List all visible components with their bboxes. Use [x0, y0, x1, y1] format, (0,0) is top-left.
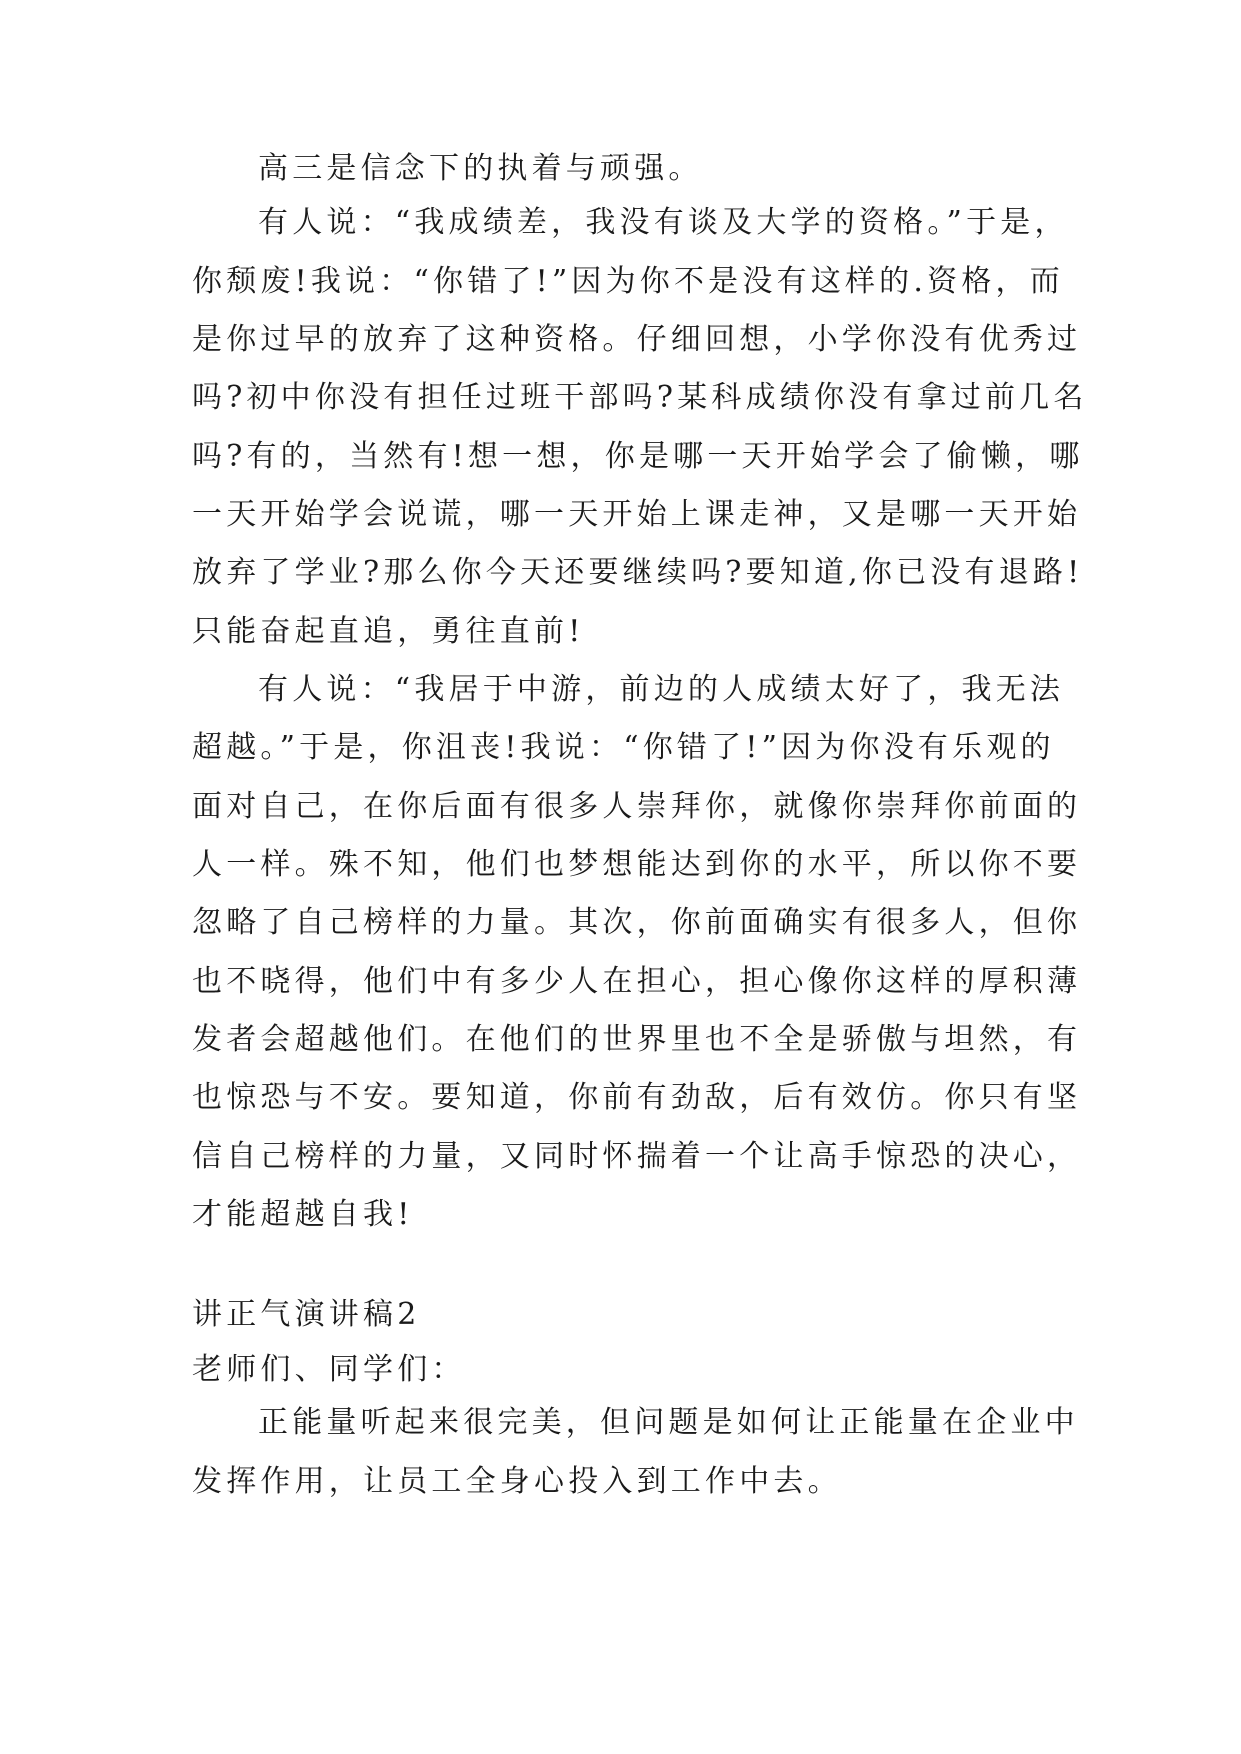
paragraph-line: 也惊恐与不安。要知道，你前有劲敌，后有效仿。你只有坚 — [192, 1080, 1082, 1115]
paragraph-line: 有人说：“我成绩差，我没有谈及大学的资格。”于是， — [258, 205, 1069, 240]
paragraph-line: 是你过早的放弃了这种资格。仔细回想，小学你没有优秀过 — [192, 322, 1082, 357]
paragraph-line: 放弃了学业?那么你今天还要继续吗?要知道,你已没有退路! — [192, 555, 1084, 590]
paragraph-line: 发挥作用，让员工全身心投入到工作中去。 — [192, 1464, 842, 1499]
paragraph-line: 信自己榜样的力量，又同时怀揣着一个让高手惊恐的决心， — [192, 1139, 1082, 1174]
paragraph-line: 一天开始学会说谎，哪一天开始上课走神，又是哪一天开始 — [192, 497, 1082, 532]
salutation: 老师们、同学们： — [192, 1352, 466, 1387]
paragraph-line: 忽略了自己榜样的力量。其次，你前面确实有很多人，但你 — [192, 905, 1082, 940]
paragraph-line: 吗?有的，当然有!想一想，你是哪一天开始学会了偷懒，哪 — [192, 439, 1084, 474]
paragraph-line: 正能量听起来很完美，但问题是如何让正能量在企业中 — [258, 1405, 1079, 1440]
paragraph-line: 只能奋起直追，勇往直前! — [192, 614, 585, 649]
paragraph-line: 发者会超越他们。在他们的世界里也不全是骄傲与坦然，有 — [192, 1022, 1082, 1057]
paragraph-line: 面对自己，在你后面有很多人崇拜你，就像你崇拜你前面的 — [192, 789, 1082, 824]
section-title: 讲正气演讲稿2 — [192, 1297, 421, 1332]
paragraph-line: 你颓废!我说：“你错了!”因为你不是没有这样的.资格，而 — [192, 264, 1064, 299]
paragraph-line: 也不晓得，他们中有多少人在担心，担心像你这样的厚积薄 — [192, 964, 1082, 999]
paragraph-line: 吗?初中你没有担任过班干部吗?某科成绩你没有拿过前几名 — [192, 380, 1088, 415]
paragraph-line: 超越。”于是，你沮丧!我说：“你错了!”因为你没有乐观的 — [192, 730, 1055, 765]
paragraph-line: 高三是信念下的执着与顽强。 — [258, 151, 703, 186]
paragraph-line: 人一样。殊不知，他们也梦想能达到你的水平，所以你不要 — [192, 847, 1082, 882]
paragraph-line: 才能超越自我! — [192, 1197, 414, 1232]
paragraph-line: 有人说：“我居于中游，前边的人成绩太好了，我无法 — [258, 672, 1065, 707]
